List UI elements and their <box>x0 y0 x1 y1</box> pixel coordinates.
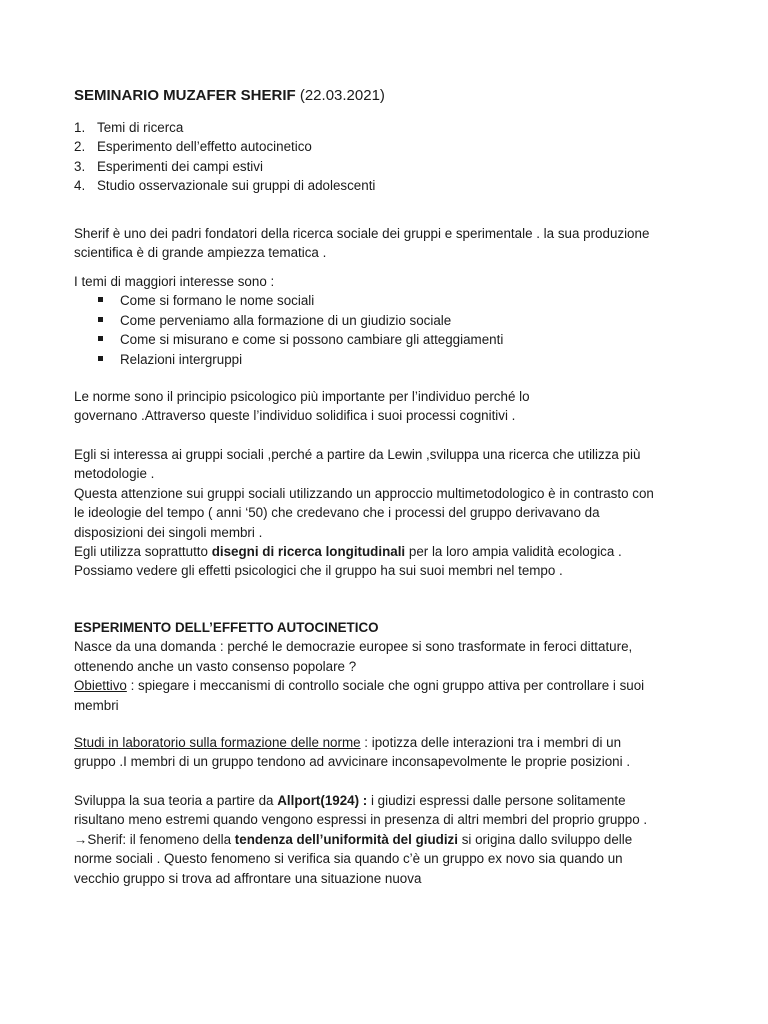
themes-item: Come perveniamo alla formazione di un giudizio sociale <box>74 311 698 330</box>
experiment-heading: ESPERIMENTO DELL’EFFETTO AUTOCINETICO <box>74 620 379 635</box>
themes-item: Come si misurano e come si possono cambiare gli atteggiamenti <box>74 330 698 349</box>
themes-section <box>74 272 698 369</box>
objective-label: Obiettivo <box>74 678 127 694</box>
arrow-icon: → <box>74 831 88 847</box>
norms-paragraph: Le norme sono il principio psicologico più importante per l’individuo perché lo governano .Attraverso queste l’individuo solidifica i suoi processi cognitivi . <box>74 389 530 424</box>
lab-paragraph: Studi in laboratorio sulla formazione delle norme : ipotizza delle interazioni tra i membri di un gruppo .I membri di un gruppo tendono ad avvicinare inconsapevolmente le proprie posizioni . <box>74 735 631 770</box>
title-bold: SEMINARIO MUZAFER SHERIF <box>74 87 296 104</box>
themes-item: Relazioni intergruppi <box>74 350 698 369</box>
outline-item: 3. Esperimenti dei campi estivi <box>74 158 263 174</box>
intro-paragraph: Sherif è uno dei padri fondatori della ricerca sociale dei gruppi e sperimentale . la sua produzione scientifica è di grande ampiezza tematica . <box>74 226 650 261</box>
experiment-section: ESPERIMENTO DELL’EFFETTO AUTOCINETICO Nasce da una domanda : perché le democrazie europee si sono trasformate in feroci dittature, ottenendo anche un vasto consenso popolare ? Obiettivo : spiegare i meccanismi di controllo sociale che ogni gruppo attiva per controllare i suoi membri <box>74 618 698 715</box>
outline-list <box>74 118 698 196</box>
themes-item: Come si formano le nome sociali <box>74 291 698 310</box>
outline-item: 2. Esperimento dell’effetto autocinetico <box>74 139 312 155</box>
groups-paragraph: Egli si interessa ai gruppi sociali ,perché a partire da Lewin ,sviluppa una ricerca che utilizza più metodologie . Questa attenzione sui gruppi sociali utilizzando un approccio multimetodologico è in contrasto con le ideologie del tempo ( anni ‘50) che credevano che i processi del gruppo derivavano da disposizioni dei singoli membri . Egli utilizza soprattutto disegni di ricerca longitudinali per la loro ampia validità ecologica . Possiamo vedere gli effetti psicologici che il gruppo ha sui suoi membri nel tempo . <box>74 447 654 579</box>
title-date: (22.03.2021) <box>299 87 385 104</box>
themes-list <box>74 291 698 369</box>
document-title <box>74 86 698 105</box>
lab-label: Studi in laboratorio sulla formazione delle norme <box>74 735 361 750</box>
allport-paragraph: Sviluppa la sua teoria a partire da Allport(1924) : i giudizi espressi dalle persone solitamente risultano meno estremi quando vengono espressi in presenza di altri membri del proprio gruppo . →Sherif: il fenomeno della tendenza dell’uniformità del giudizi si origina dallo sviluppo delle norme sociali . Questo fenomeno si verifica sia quando c’è un gruppo ex novo sia quando un vecchio gruppo si trova ad affrontare una situazione nuova <box>74 793 648 886</box>
outline-item: 4. Studio osservazionale sui gruppi di adolescenti <box>74 178 376 194</box>
themes-heading: I temi di maggiori interesse sono : <box>74 274 275 289</box>
outline-item: 1. Temi di ricerca <box>74 120 184 135</box>
